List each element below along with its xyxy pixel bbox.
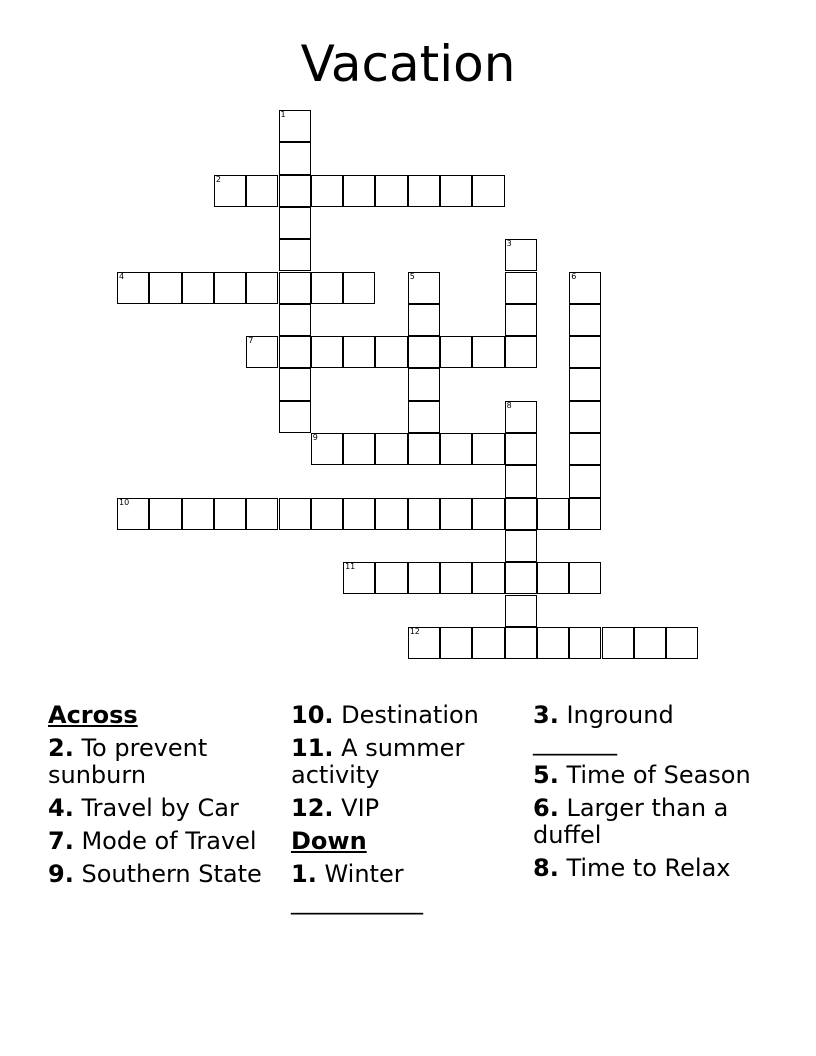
- clue-down-5: 5. Time of Season: [533, 761, 751, 789]
- grid-cell[interactable]: [408, 272, 440, 304]
- grid-cell[interactable]: [279, 110, 311, 142]
- cell-number: 7: [248, 336, 254, 346]
- grid-cell[interactable]: [311, 175, 343, 207]
- grid-cell[interactable]: [279, 401, 311, 433]
- grid-cell[interactable]: [408, 368, 440, 400]
- clue-down-6: 6. Larger than a duffel: [533, 794, 729, 849]
- grid-cell[interactable]: [408, 433, 440, 465]
- grid-cell[interactable]: [375, 175, 407, 207]
- grid-cell[interactable]: [505, 272, 537, 304]
- grid-cell[interactable]: [505, 498, 537, 530]
- grid-cell[interactable]: [505, 239, 537, 271]
- grid-cell[interactable]: [505, 465, 537, 497]
- clue-across-12: 12. VIP: [291, 794, 380, 822]
- grid-cell[interactable]: [408, 175, 440, 207]
- grid-cell[interactable]: [505, 530, 537, 562]
- grid-cell[interactable]: [375, 562, 407, 594]
- grid-cell[interactable]: [505, 595, 537, 627]
- grid-cell[interactable]: [505, 562, 537, 594]
- across-heading: Across: [48, 701, 138, 729]
- clues-column-3: [533, 702, 753, 888]
- grid-cell[interactable]: [505, 336, 537, 368]
- down-heading: Down: [291, 827, 367, 855]
- grid-cell[interactable]: [343, 498, 375, 530]
- cell-number: 12: [409, 626, 420, 636]
- grid-cell[interactable]: [569, 368, 601, 400]
- grid-cell[interactable]: [279, 272, 311, 304]
- clue-across-9: 9. Southern State: [48, 860, 262, 888]
- grid-cell[interactable]: [537, 627, 569, 659]
- grid-cell[interactable]: [343, 433, 375, 465]
- grid-cell[interactable]: [375, 433, 407, 465]
- grid-cell[interactable]: [505, 304, 537, 336]
- grid-cell[interactable]: [569, 465, 601, 497]
- grid-cell[interactable]: [472, 562, 504, 594]
- grid-cell[interactable]: [472, 627, 504, 659]
- grid-cell[interactable]: [311, 336, 343, 368]
- clues-column-1: [48, 702, 268, 894]
- grid-cell[interactable]: [569, 433, 601, 465]
- grid-cell[interactable]: [343, 336, 375, 368]
- cell-number: 6: [571, 271, 577, 281]
- grid-cell[interactable]: [472, 175, 504, 207]
- grid-cell[interactable]: [117, 272, 149, 304]
- grid-cell[interactable]: [505, 627, 537, 659]
- grid-cell[interactable]: [246, 498, 278, 530]
- grid-cell[interactable]: [505, 433, 537, 465]
- cell-number: 5: [409, 271, 415, 281]
- grid-cell[interactable]: [311, 433, 343, 465]
- grid-cell[interactable]: [569, 336, 601, 368]
- grid-cell[interactable]: [117, 498, 149, 530]
- clue-down-3: 3. Inground _______: [533, 701, 674, 756]
- grid-cell[interactable]: [440, 336, 472, 368]
- grid-cell[interactable]: [214, 175, 246, 207]
- clue-down-1: 1. Winter ___________: [291, 860, 423, 915]
- grid-cell[interactable]: [472, 433, 504, 465]
- cell-number: 10: [119, 497, 130, 507]
- grid-cell[interactable]: [149, 498, 181, 530]
- grid-cell[interactable]: [602, 627, 634, 659]
- grid-cell[interactable]: [408, 401, 440, 433]
- cell-number: 8: [506, 400, 512, 410]
- grid-cell[interactable]: [214, 272, 246, 304]
- grid-cell[interactable]: [569, 272, 601, 304]
- cell-number: 1: [280, 110, 286, 119]
- grid-cell[interactable]: [408, 498, 440, 530]
- grid-cell[interactable]: [440, 627, 472, 659]
- grid-cell[interactable]: [666, 627, 698, 659]
- clue-across-11: 11. A summer activity: [291, 734, 465, 789]
- clues-column-2: [291, 702, 511, 921]
- grid-cell[interactable]: [472, 498, 504, 530]
- grid-cell[interactable]: [279, 142, 311, 174]
- clue-across-2: 2. To prevent sunburn: [48, 734, 208, 789]
- grid-cell[interactable]: [569, 401, 601, 433]
- grid-cell[interactable]: [440, 433, 472, 465]
- grid-cell[interactable]: [375, 336, 407, 368]
- grid-cell[interactable]: [279, 239, 311, 271]
- grid-cell[interactable]: [375, 498, 407, 530]
- cell-number: 3: [506, 239, 512, 249]
- grid-cell[interactable]: [569, 304, 601, 336]
- grid-cell[interactable]: [182, 498, 214, 530]
- puzzle-title: Vacation: [300, 35, 516, 93]
- grid-cell[interactable]: [505, 401, 537, 433]
- grid-cell[interactable]: [408, 336, 440, 368]
- grid-cell[interactable]: [408, 627, 440, 659]
- clue-across-10: 10. Destination: [291, 701, 479, 729]
- grid-cell[interactable]: [569, 562, 601, 594]
- cell-number: 9: [312, 433, 318, 442]
- cell-number: 2: [215, 174, 221, 184]
- grid-cell[interactable]: [343, 272, 375, 304]
- grid-cell[interactable]: [214, 498, 246, 530]
- grid-cell[interactable]: [569, 627, 601, 659]
- grid-cell[interactable]: [246, 272, 278, 304]
- grid-cell[interactable]: [182, 272, 214, 304]
- grid-cell[interactable]: [569, 498, 601, 530]
- grid-cell[interactable]: [246, 336, 278, 368]
- grid-cell[interactable]: [472, 336, 504, 368]
- cell-number: 4: [119, 271, 125, 281]
- grid-cell[interactable]: [279, 336, 311, 368]
- clue-across-4: 4. Travel by Car: [48, 794, 239, 822]
- grid-cell[interactable]: [149, 272, 181, 304]
- grid-cell[interactable]: [408, 304, 440, 336]
- grid-cell[interactable]: [279, 207, 311, 239]
- grid-cell[interactable]: [311, 498, 343, 530]
- grid-cell[interactable]: [440, 175, 472, 207]
- grid-cell[interactable]: [279, 498, 311, 530]
- grid-cell[interactable]: [634, 627, 666, 659]
- grid-cell[interactable]: [440, 562, 472, 594]
- grid-cell[interactable]: [537, 498, 569, 530]
- clue-across-7: 7. Mode of Travel: [48, 827, 257, 855]
- grid-cell[interactable]: [343, 175, 375, 207]
- grid-cell[interactable]: [279, 368, 311, 400]
- grid-cell[interactable]: [279, 304, 311, 336]
- grid-cell[interactable]: [440, 498, 472, 530]
- grid-cell[interactable]: [537, 562, 569, 594]
- grid-cell[interactable]: [343, 562, 375, 594]
- grid-cell[interactable]: [279, 175, 311, 207]
- cell-number: 11: [345, 562, 356, 572]
- grid-cell[interactable]: [246, 175, 278, 207]
- grid-cell[interactable]: [408, 562, 440, 594]
- grid-cell[interactable]: [311, 272, 343, 304]
- clue-down-8: 8. Time to Relax: [533, 854, 731, 882]
